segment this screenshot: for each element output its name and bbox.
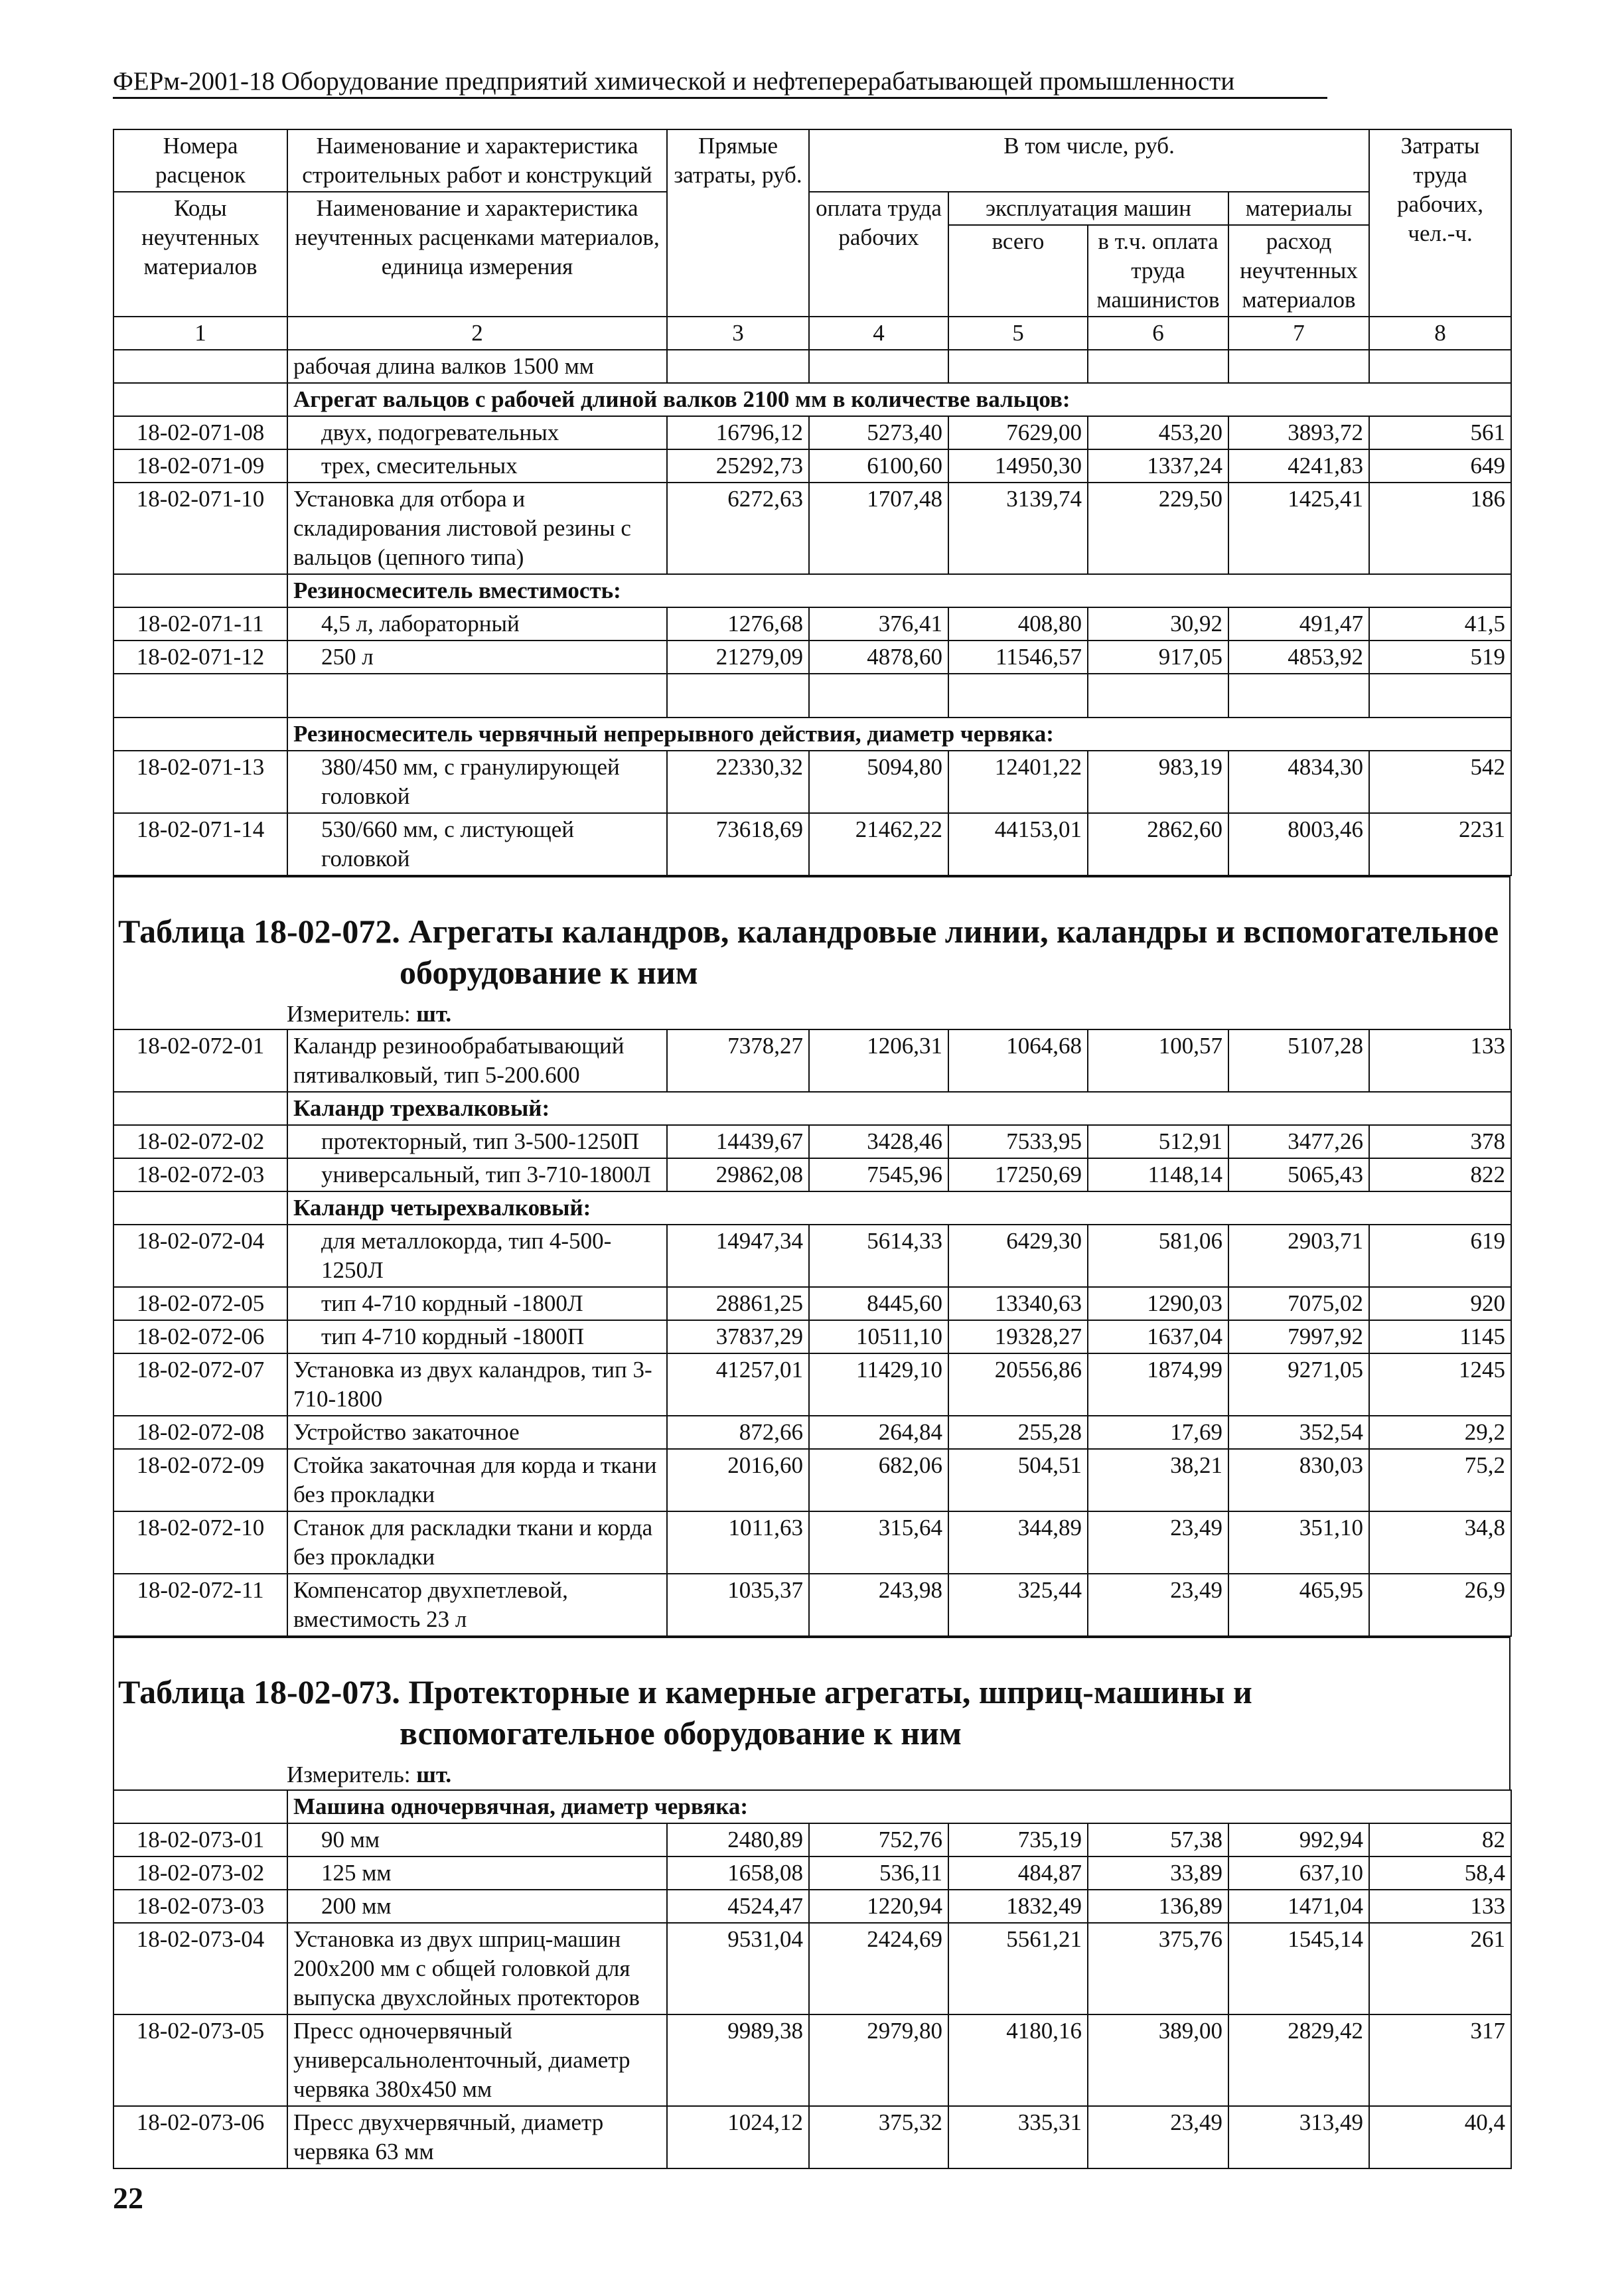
machines-total: 14950,30 (948, 449, 1088, 483)
machinists-pay: 983,19 (1088, 751, 1228, 813)
machines-total: 255,28 (948, 1416, 1088, 1449)
table-row (113, 607, 1511, 641)
machines-header: эксплуатация машин (948, 192, 1228, 225)
materials-cost: 830,03 (1228, 1449, 1369, 1511)
labor-hours: 41,5 (1369, 607, 1511, 641)
rate-code: 18-02-071-08 (113, 416, 287, 449)
table-row (113, 449, 1511, 483)
machinists-pay: 17,69 (1088, 1416, 1228, 1449)
table-row (113, 1823, 1511, 1856)
labor-hours: 82 (1369, 1823, 1511, 1856)
unit-line: Измеритель: шт. (287, 1001, 452, 1027)
rates-table-071-cont (113, 717, 1512, 876)
machines-total: 7629,00 (948, 416, 1088, 449)
work-name: протекторный, тип 3-500-1250П (287, 1125, 667, 1158)
rate-code: 18-02-073-06 (113, 2106, 287, 2168)
table-073-title-line1: Таблица 18-02-073. Протекторные и камерные агрегаты, шприц-машины и (118, 1673, 1252, 1710)
machinists-pay: 30,92 (1088, 607, 1228, 641)
machinists-pay: 23,49 (1088, 2106, 1228, 2168)
direct-cost: 1276,68 (667, 607, 809, 641)
work-name: двух, подогревательных (287, 416, 667, 449)
labor-pay: 5094,80 (809, 751, 948, 813)
labor-pay: 1206,31 (809, 1029, 948, 1092)
work-name: трех, смесительных (287, 449, 667, 483)
materials-cost: 4834,30 (1228, 751, 1369, 813)
labor-pay: 11429,10 (809, 1353, 948, 1416)
machinists-pay: 375,76 (1088, 1923, 1228, 2014)
page-number: 22 (113, 2181, 143, 2215)
materials-cost: 4853,92 (1228, 641, 1369, 674)
work-name: Станок для раскладки ткани и корда без прокладки (287, 1511, 667, 1574)
machines-total: 484,87 (948, 1856, 1088, 1890)
rates-table-072 (113, 1029, 1512, 1637)
rate-code: 18-02-072-05 (113, 1287, 287, 1320)
materials-cost: 5107,28 (1228, 1029, 1369, 1092)
table-row (113, 1158, 1511, 1191)
materials-cost: 465,95 (1228, 1574, 1369, 1636)
direct-cost: 1024,12 (667, 2106, 809, 2168)
direct-cost: 14439,67 (667, 1125, 809, 1158)
rate-code: 18-02-072-01 (113, 1029, 287, 1092)
table-072-title-line1: Таблица 18-02-072. Агрегаты каландров, каландровые линии, каландры и вспомогательное (118, 913, 1499, 950)
rates-table-073 (113, 1789, 1512, 2169)
labor-pay: 8445,60 (809, 1287, 948, 1320)
machinists-pay: 136,89 (1088, 1890, 1228, 1923)
direct-cost: 16796,12 (667, 416, 809, 449)
machinists-pay: 2862,60 (1088, 813, 1228, 875)
work-name: Пресс двухчервячный, диаметр червяка 63 мм (287, 2106, 667, 2168)
rate-code: 18-02-071-10 (113, 483, 287, 574)
rate-code: 18-02-072-09 (113, 1449, 287, 1511)
labor-pay: 3428,46 (809, 1125, 948, 1158)
direct-cost: 21279,09 (667, 641, 809, 674)
group-heading: Агрегат вальцов с рабочей длиной валков 2100 мм в количестве вальцов: (287, 383, 1511, 416)
rate-code: 18-02-073-02 (113, 1856, 287, 1890)
col-rate-number-header: Номера расценок (113, 129, 287, 192)
labor-pay: 315,64 (809, 1511, 948, 1574)
labor-pay: 2979,80 (809, 2014, 948, 2106)
machinists-pay: 38,21 (1088, 1449, 1228, 1511)
rate-code: 18-02-073-01 (113, 1823, 287, 1856)
labor-hours: 29,2 (1369, 1416, 1511, 1449)
direct-cost: 25292,73 (667, 449, 809, 483)
machinists-pay: 581,06 (1088, 1225, 1228, 1287)
machinists-pay: 100,57 (1088, 1029, 1228, 1092)
machinists-pay: 1874,99 (1088, 1353, 1228, 1416)
labor-hours: 133 (1369, 1029, 1511, 1092)
incl-header: В том числе, руб. (809, 129, 1369, 192)
table-row (113, 1416, 1511, 1449)
rate-code: 18-02-073-05 (113, 2014, 287, 2106)
col-material-name-header: Наименование и характеристика неучтенных расценками материалов, единица измерения (287, 192, 667, 317)
table-row (113, 1287, 1511, 1320)
direct-cost: 37837,29 (667, 1320, 809, 1353)
direct-cost: 9989,38 (667, 2014, 809, 2106)
labor-hours: 542 (1369, 751, 1511, 813)
direct-cost: 4524,47 (667, 1890, 809, 1923)
rate-code: 18-02-071-09 (113, 449, 287, 483)
machines-total: 5561,21 (948, 1923, 1088, 2014)
direct-cost: 2480,89 (667, 1823, 809, 1856)
labor-hours: 133 (1369, 1890, 1511, 1923)
materials-cost: 992,94 (1228, 1823, 1369, 1856)
labor-pay: 264,84 (809, 1416, 948, 1449)
labor-pay: 5273,40 (809, 416, 948, 449)
materials-cost: 637,10 (1228, 1856, 1369, 1890)
table-072-section (113, 876, 1511, 1029)
labor-pay: 21462,22 (809, 813, 948, 875)
rate-code: 18-02-072-06 (113, 1320, 287, 1353)
labor-pay: 376,41 (809, 607, 948, 641)
labor-pay: 752,76 (809, 1823, 948, 1856)
col-materials-consumption-header: расход неучтенных материалов (1228, 225, 1369, 317)
materials-cost: 5065,43 (1228, 1158, 1369, 1191)
labor-hours: 519 (1369, 641, 1511, 674)
table-row (113, 641, 1511, 674)
table-row (113, 1890, 1511, 1923)
direct-cost: 872,66 (667, 1416, 809, 1449)
direct-cost: 1011,63 (667, 1511, 809, 1574)
table-row (113, 1856, 1511, 1890)
table-row (113, 813, 1511, 875)
table-row (113, 751, 1511, 813)
machinists-pay: 57,38 (1088, 1823, 1228, 1856)
group-heading: Машина одночервячная, диаметр червяка: (287, 1790, 1511, 1823)
machines-total: 44153,01 (948, 813, 1088, 875)
machines-total: 11546,57 (948, 641, 1088, 674)
machinists-pay: 512,91 (1088, 1125, 1228, 1158)
materials-cost: 3477,26 (1228, 1125, 1369, 1158)
materials-cost: 491,47 (1228, 607, 1369, 641)
labor-hours: 261 (1369, 1923, 1511, 2014)
table-row (113, 1225, 1511, 1287)
labor-hours: 649 (1369, 449, 1511, 483)
machinists-pay: 389,00 (1088, 2014, 1228, 2106)
group-heading: Резиносмеситель червячный непрерывного действия, диаметр червяка: (287, 718, 1511, 751)
table-row (113, 1511, 1511, 1574)
materials-cost: 351,10 (1228, 1511, 1369, 1574)
labor-pay: 5614,33 (809, 1225, 948, 1287)
work-name: Устройство закаточное (287, 1416, 667, 1449)
machinists-pay: 1148,14 (1088, 1158, 1228, 1191)
work-name: тип 4-710 кордный -1800П (287, 1320, 667, 1353)
materials-cost: 3893,72 (1228, 416, 1369, 449)
machinists-pay: 1337,24 (1088, 449, 1228, 483)
labor-pay: 375,32 (809, 2106, 948, 2168)
labor-hours: 58,4 (1369, 1856, 1511, 1890)
labor-pay: 536,11 (809, 1856, 948, 1890)
work-name: тип 4-710 кордный -1800Л (287, 1287, 667, 1320)
work-name: 125 мм (287, 1856, 667, 1890)
materials-cost: 1471,04 (1228, 1890, 1369, 1923)
unit-line: Измеритель: шт. (287, 1762, 452, 1787)
machines-total: 504,51 (948, 1449, 1088, 1511)
table-row (113, 1029, 1511, 1092)
labor-pay: 7545,96 (809, 1158, 948, 1191)
work-name: 530/660 мм, с листующей головкой (287, 813, 667, 875)
col-direct-cost-header: Прямые затраты, руб. (667, 129, 809, 317)
direct-cost: 41257,01 (667, 1353, 809, 1416)
table-072-title-line2: оборудование к ним (400, 954, 698, 991)
col-machines-total-header: всего (948, 225, 1088, 317)
rate-code: 18-02-071-14 (113, 813, 287, 875)
table-row (113, 1574, 1511, 1636)
labor-pay: 1220,94 (809, 1890, 948, 1923)
table-row (113, 1923, 1511, 2014)
table-row (113, 483, 1511, 574)
machinists-pay: 1290,03 (1088, 1287, 1228, 1320)
work-name: Установка из двух шприц-машин 200х200 мм с общей головкой для выпуска двухслойных протекторов (287, 1923, 667, 2014)
machines-total: 19328,27 (948, 1320, 1088, 1353)
group-heading: Резиносмеситель вместимость: (287, 574, 1511, 607)
labor-pay: 682,06 (809, 1449, 948, 1511)
work-name: 380/450 мм, с гранулирующей головкой (287, 751, 667, 813)
machines-total: 325,44 (948, 1574, 1088, 1636)
materials-cost: 352,54 (1228, 1416, 1369, 1449)
direct-cost: 14947,34 (667, 1225, 809, 1287)
machines-total: 7533,95 (948, 1125, 1088, 1158)
group-heading: Каландр трехвалковый: (287, 1092, 1511, 1125)
machines-total: 735,19 (948, 1823, 1088, 1856)
direct-cost: 73618,69 (667, 813, 809, 875)
work-name: Пресс одночервячный универсальноленточный, диаметр червяка 380х450 мм (287, 2014, 667, 2106)
rate-code: 18-02-072-11 (113, 1574, 287, 1636)
materials-cost: 2829,42 (1228, 2014, 1369, 2106)
table-row (113, 1353, 1511, 1416)
labor-hours: 186 (1369, 483, 1511, 574)
machines-total: 6429,30 (948, 1225, 1088, 1287)
labor-hours: 34,8 (1369, 1511, 1511, 1574)
work-name: для металлокорда, тип 4-500-1250Л (287, 1225, 667, 1287)
work-name: 4,5 л, лабораторный (287, 607, 667, 641)
table-row (113, 1320, 1511, 1353)
table-073-title-line2: вспомогательное оборудование к ним (400, 1714, 962, 1752)
labor-hours: 317 (1369, 2014, 1511, 2106)
machines-total: 344,89 (948, 1511, 1088, 1574)
document-body (113, 129, 1511, 2169)
labor-hours: 920 (1369, 1287, 1511, 1320)
machinists-pay: 453,20 (1088, 416, 1228, 449)
labor-pay: 1707,48 (809, 483, 948, 574)
machines-total: 3139,74 (948, 483, 1088, 574)
work-name: Каландр резинообрабатывающий пятивалковый, тип 5-200.600 (287, 1029, 667, 1092)
machines-total: 1064,68 (948, 1029, 1088, 1092)
materials-cost: 7075,02 (1228, 1287, 1369, 1320)
labor-hours: 40,4 (1369, 2106, 1511, 2168)
table-row (113, 2106, 1511, 2168)
work-name: Компенсатор двухпетлевой, вместимость 23 л (287, 1574, 667, 1636)
col-work-name-header: Наименование и характеристика строительных работ и конструкций (287, 129, 667, 192)
rates-table-071 (113, 129, 1512, 718)
machines-total: 12401,22 (948, 751, 1088, 813)
machines-total: 13340,63 (948, 1287, 1088, 1320)
machinists-pay: 1637,04 (1088, 1320, 1228, 1353)
work-name: Установка для отбора и складирования листовой резины с вальцов (цепного типа) (287, 483, 667, 574)
machines-total: 20556,86 (948, 1353, 1088, 1416)
materials-cost: 1545,14 (1228, 1923, 1369, 2014)
work-name: 90 мм (287, 1823, 667, 1856)
labor-hours: 26,9 (1369, 1574, 1511, 1636)
direct-cost: 9531,04 (667, 1923, 809, 2014)
rate-code: 18-02-071-13 (113, 751, 287, 813)
machinists-pay: 23,49 (1088, 1511, 1228, 1574)
labor-pay: 6100,60 (809, 449, 948, 483)
continuation-row: рабочая длина валков 1500 мм (113, 350, 1511, 383)
rate-code: 18-02-073-04 (113, 1923, 287, 2014)
materials-cost: 2903,71 (1228, 1225, 1369, 1287)
table-row (113, 1125, 1511, 1158)
labor-hours: 378 (1369, 1125, 1511, 1158)
machinists-pay: 917,05 (1088, 641, 1228, 674)
labor-hours: 561 (1369, 416, 1511, 449)
work-name: Установка из двух каландров, тип 3-710-1800 (287, 1353, 667, 1416)
direct-cost: 1035,37 (667, 1574, 809, 1636)
rate-code: 18-02-071-11 (113, 607, 287, 641)
work-name: Стойка закаточная для корда и ткани без прокладки (287, 1449, 667, 1511)
machines-total: 335,31 (948, 2106, 1088, 2168)
direct-cost: 1658,08 (667, 1856, 809, 1890)
direct-cost: 22330,32 (667, 751, 809, 813)
col-material-codes-header: Коды неучтенных материалов (113, 192, 287, 317)
work-name: 250 л (287, 641, 667, 674)
rate-code: 18-02-072-04 (113, 1225, 287, 1287)
group-heading: Каландр четырехвалковый: (287, 1191, 1511, 1225)
rate-code: 18-02-072-02 (113, 1125, 287, 1158)
machinists-pay: 229,50 (1088, 483, 1228, 574)
machines-total: 1832,49 (948, 1890, 1088, 1923)
direct-cost: 2016,60 (667, 1449, 809, 1511)
table-row (113, 416, 1511, 449)
machines-total: 17250,69 (948, 1158, 1088, 1191)
materials-cost: 4241,83 (1228, 449, 1369, 483)
machinists-pay: 33,89 (1088, 1856, 1228, 1890)
direct-cost: 28861,25 (667, 1287, 809, 1320)
rate-code: 18-02-072-07 (113, 1353, 287, 1416)
direct-cost: 29862,08 (667, 1158, 809, 1191)
materials-cost: 1425,41 (1228, 483, 1369, 574)
page-header: ФЕРм-2001-18 Оборудование предприятий химической и нефтеперерабатывающей промышленности (113, 66, 1327, 99)
direct-cost: 6272,63 (667, 483, 809, 574)
labor-pay: 243,98 (809, 1574, 948, 1636)
materials-cost: 8003,46 (1228, 813, 1369, 875)
labor-hours: 1145 (1369, 1320, 1511, 1353)
column-numbers-row: 1 2 3 4 5 6 7 8 (113, 317, 1511, 350)
table-row (113, 2014, 1511, 2106)
labor-hours: 2231 (1369, 813, 1511, 875)
table-row (113, 1449, 1511, 1511)
materials-cost: 7997,92 (1228, 1320, 1369, 1353)
labor-pay: 4878,60 (809, 641, 948, 674)
rate-code: 18-02-071-12 (113, 641, 287, 674)
rate-code: 18-02-073-03 (113, 1890, 287, 1923)
materials-cost: 313,49 (1228, 2106, 1369, 2168)
machinists-pay: 23,49 (1088, 1574, 1228, 1636)
table-073-section (113, 1637, 1511, 1789)
labor-hours: 619 (1369, 1225, 1511, 1287)
materials-header: материалы (1228, 192, 1369, 225)
work-name: 200 мм (287, 1890, 667, 1923)
rate-code: 18-02-072-08 (113, 1416, 287, 1449)
col-machinists-pay-header: в т.ч. оплата труда машинистов (1088, 225, 1228, 317)
labor-hours: 75,2 (1369, 1449, 1511, 1511)
machines-total: 4180,16 (948, 2014, 1088, 2106)
direct-cost: 7378,27 (667, 1029, 809, 1092)
labor-hours: 822 (1369, 1158, 1511, 1191)
rate-code: 18-02-072-10 (113, 1511, 287, 1574)
col-labor-cost-header: Затраты труда рабочих, чел.-ч. (1369, 129, 1511, 317)
work-name: универсальный, тип 3-710-1800Л (287, 1158, 667, 1191)
col-labor-pay-header: оплата труда рабочих (809, 192, 948, 317)
labor-pay: 10511,10 (809, 1320, 948, 1353)
machines-total: 408,80 (948, 607, 1088, 641)
rate-code: 18-02-072-03 (113, 1158, 287, 1191)
materials-cost: 9271,05 (1228, 1353, 1369, 1416)
labor-hours: 1245 (1369, 1353, 1511, 1416)
labor-pay: 2424,69 (809, 1923, 948, 2014)
